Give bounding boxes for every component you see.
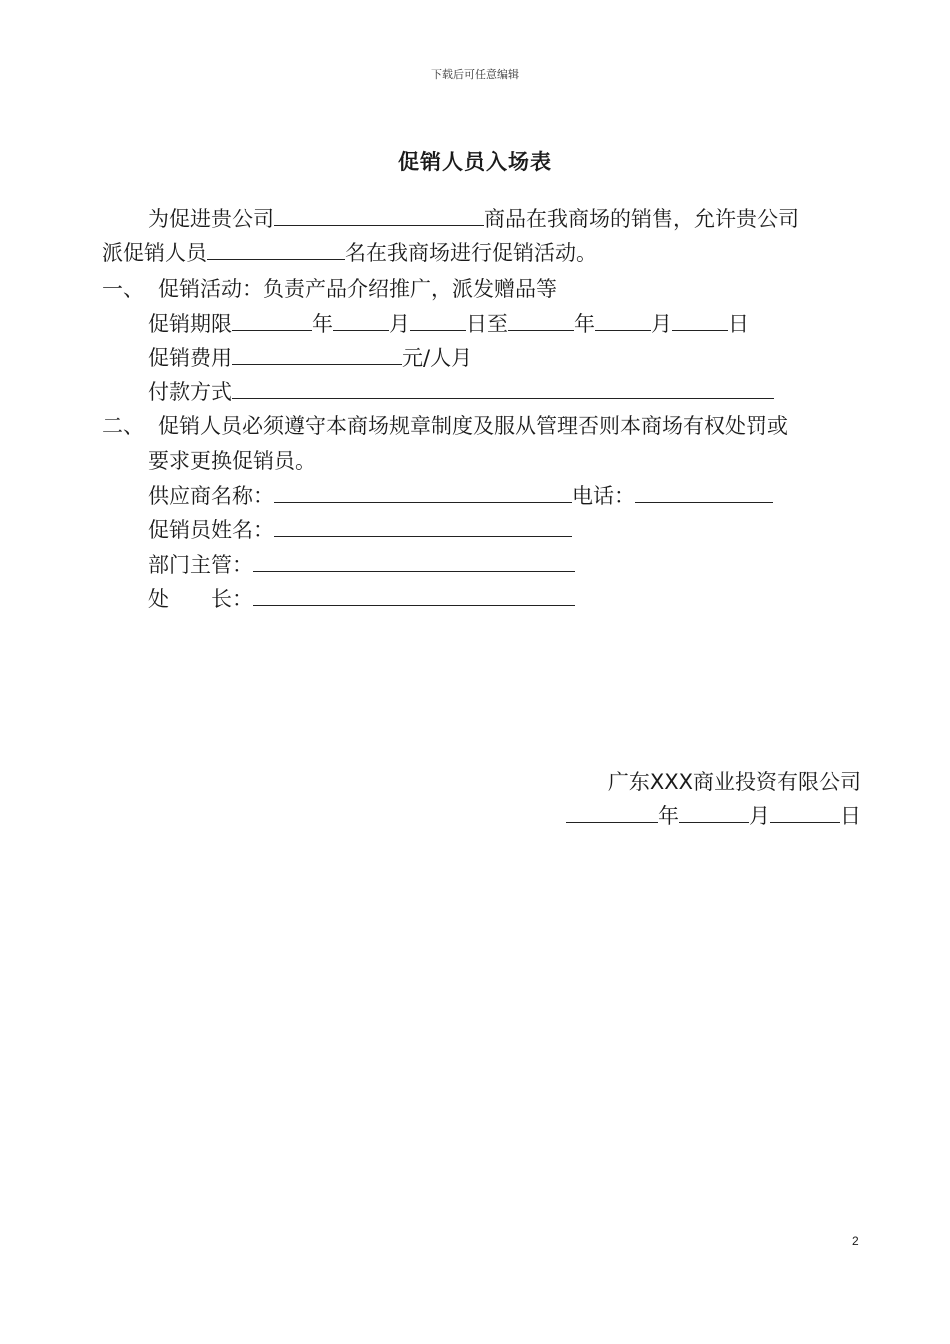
section-2-continued [148, 446, 950, 476]
intro-text: 商品在我商场的销售，允许贵公司 [484, 207, 799, 231]
fee-line [148, 343, 950, 373]
section-number: 二、 [102, 414, 144, 438]
section-text: 促销人员必须遵守本商场规章制度及服从管理否则本商场有权处罚或 [158, 414, 788, 438]
month-label: 月 [389, 312, 410, 336]
intro-line-1 [148, 204, 950, 234]
director-line [148, 584, 950, 614]
fee-label: 促销费用 [148, 346, 232, 370]
director-label: 处 长： [148, 587, 253, 611]
promoter-name-blank[interactable] [274, 516, 572, 537]
manager-label: 部门主管： [148, 553, 253, 577]
promoter-line [148, 515, 950, 545]
sign-month-blank[interactable] [679, 802, 749, 823]
footer-company-line [0, 767, 861, 797]
month-label: 月 [651, 312, 672, 336]
sign-year-blank[interactable] [566, 802, 658, 823]
promoter-label: 促销员姓名： [148, 518, 274, 542]
intro-line-2 [102, 238, 950, 268]
start-year-blank[interactable] [232, 310, 312, 331]
payment-line [148, 377, 950, 407]
promoter-count-blank[interactable] [207, 239, 345, 260]
intro-text: 为促进贵公司 [148, 207, 274, 231]
period-line [148, 309, 950, 339]
end-day-blank[interactable] [672, 310, 728, 331]
section-number: 一、 [102, 277, 144, 301]
manager-line [148, 550, 950, 580]
supplier-line [148, 481, 950, 511]
intro-text: 名在我商场进行促销活动。 [345, 241, 597, 265]
page-number: 2 [852, 1234, 859, 1248]
day-to-label: 日至 [466, 312, 508, 336]
section-text: 要求更换促销员。 [148, 449, 316, 473]
start-day-blank[interactable] [410, 310, 466, 331]
day-label: 日 [728, 312, 749, 336]
start-month-blank[interactable] [333, 310, 389, 331]
phone-label: 电话： [572, 484, 635, 508]
day-label: 日 [840, 804, 861, 828]
fee-blank[interactable] [232, 344, 402, 365]
fee-unit: 元/人月 [402, 346, 473, 370]
end-month-blank[interactable] [595, 310, 651, 331]
payment-blank[interactable] [232, 378, 774, 399]
document-title: 促销人员入场表 [398, 150, 552, 174]
manager-blank[interactable] [253, 551, 575, 572]
payment-label: 付款方式 [148, 380, 232, 404]
year-label: 年 [312, 312, 333, 336]
page-header: 下载后可任意编辑 [431, 68, 519, 81]
year-label: 年 [658, 804, 679, 828]
month-label: 月 [749, 804, 770, 828]
intro-text: 派促销人员 [102, 241, 207, 265]
end-year-blank[interactable] [508, 310, 574, 331]
year-label: 年 [574, 312, 595, 336]
company-product-blank[interactable] [274, 205, 484, 226]
section-text: 促销活动：负责产品介绍推广，派发赠品等 [158, 277, 557, 301]
section-2-heading [102, 411, 950, 441]
supplier-label: 供应商名称： [148, 484, 274, 508]
footer-date-line [0, 801, 861, 831]
section-1-heading [102, 274, 950, 304]
company-name: 广东XXX商业投资有限公司 [607, 770, 861, 794]
director-blank[interactable] [253, 585, 575, 606]
supplier-blank[interactable] [274, 482, 572, 503]
sign-day-blank[interactable] [770, 802, 840, 823]
period-label: 促销期限 [148, 312, 232, 336]
phone-blank[interactable] [635, 482, 773, 503]
